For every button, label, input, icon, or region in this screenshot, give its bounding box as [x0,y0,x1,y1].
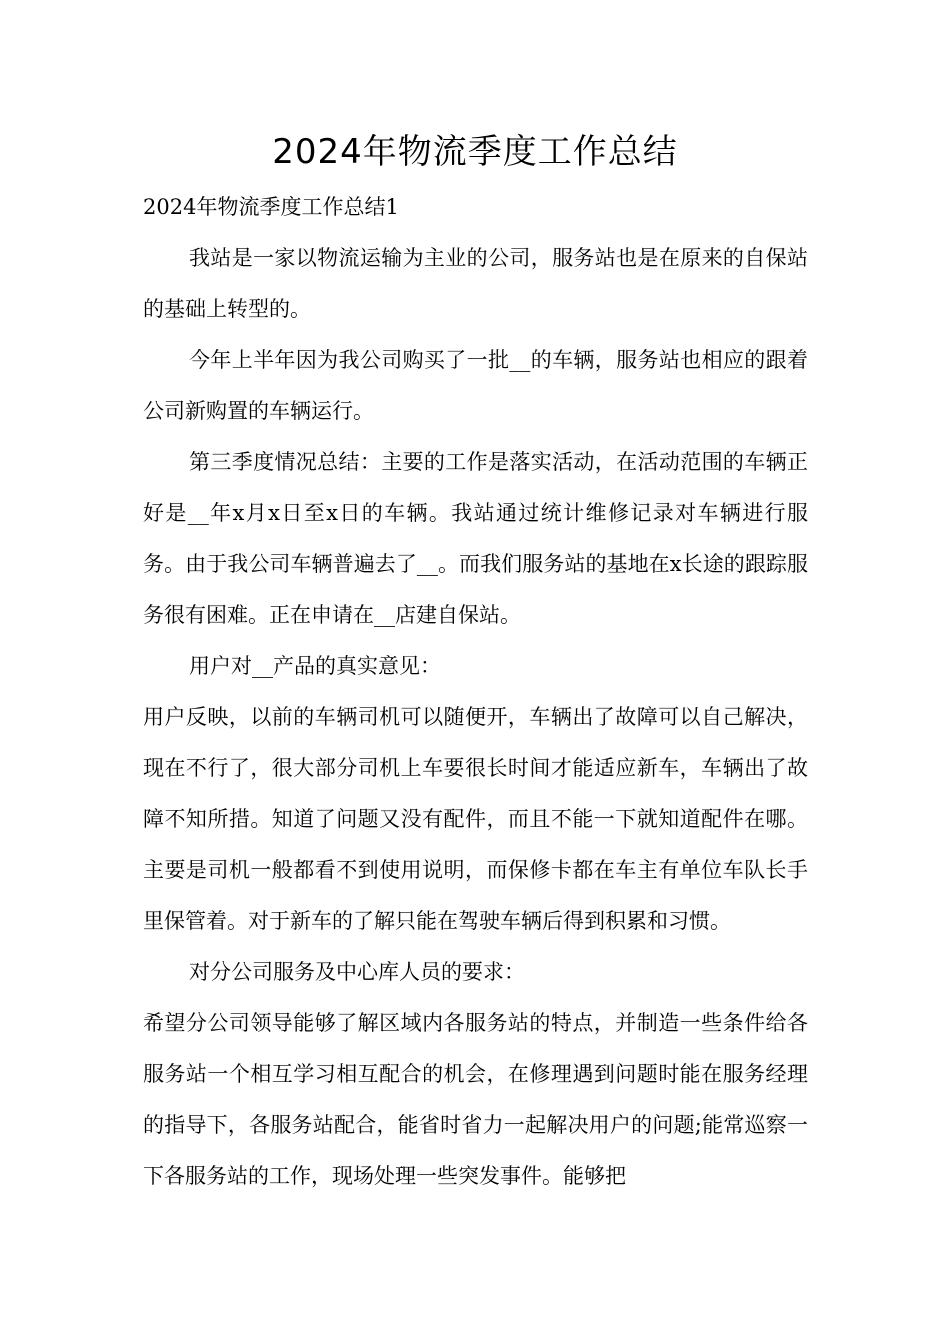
paragraph-heading: 对分公司服务及中心库人员的要求： [189,960,525,984]
paragraph: 第三季度情况总结：主要的工作是落实活动，在活动范围的车辆正好是__年x月x日至x日的车辆。我站通过统计维修记录对车辆进行服务。由于我公司车辆普遍去了__。而我们服务站的基地在x长途的跟踪服务很有困难。正在申请在__店建自保站。 [143,450,808,627]
paragraph: 我站是一家以物流运输为主业的公司，服务站也是在原来的自保站的基础上转型的。 [143,246,808,321]
paragraph: 用户反映，以前的车辆司机可以随便开，车辆出了故障可以自己解决，现在不行了，很大部分司机上车要很长时间才能适应新车，车辆出了故障不知所措。知道了问题又没有配件，而且不能一下就知道配件在哪。主要是司机一般都看不到使用说明，而保修卡都在车主有单位车队长手里保管着。对于新车的了解只能在驾驶车辆后得到积累和习惯。 [143,705,808,933]
document-title: 2024年物流季度工作总结 [272,132,678,172]
paragraph: 希望分公司领导能够了解区域内各服务站的特点，并制造一些条件给各服务站一个相互学习相互配合的机会，在修理遇到问题时能在服务经理的指导下，各服务站配合，能省时省力一起解决用户的问题;能常巡察一下各服务站的工作，现场处理一些突发事件。能够把 [143,1011,808,1188]
paragraph-heading: 用户对__产品的真实意见： [189,654,441,678]
document-body [143,182,808,1202]
section-heading: 2024年物流季度工作总结1 [143,195,399,219]
paragraph: 今年上半年因为我公司购买了一批__的车辆，服务站也相应的跟着公司新购置的车辆运行。 [143,348,808,423]
